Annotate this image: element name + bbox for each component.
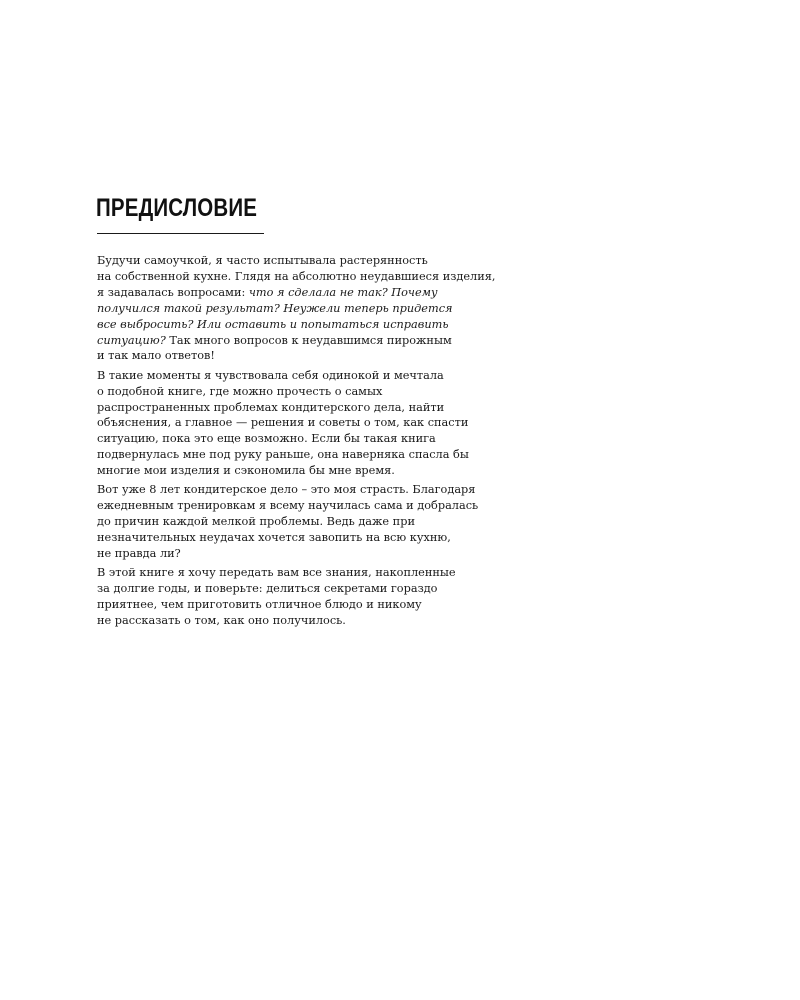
text-span: за долгие годы, и поверьте: делиться секретами гораздо [97, 582, 438, 596]
text-line [97, 447, 537, 463]
text-line [97, 565, 537, 581]
text-line [97, 463, 537, 479]
paragraph [97, 565, 537, 629]
text-span: В такие моменты я чувствовала себя одинокой и мечтала [97, 368, 444, 382]
page-title: ПРЕДИСЛОВИЕ [96, 194, 258, 222]
paragraph [97, 368, 537, 479]
text-line [97, 317, 537, 333]
text-line [97, 253, 537, 269]
text-span: подвернулась мне под руку раньше, она наверняка спасла бы [97, 448, 469, 462]
text-line [97, 530, 537, 546]
text-span: до причин каждой мелкой проблемы. Ведь даже при [97, 515, 415, 529]
text-span: Вот уже 8 лет кондитерское дело – это моя страсть. Благодаря [97, 483, 476, 497]
text-line [97, 415, 537, 431]
text-line [97, 431, 537, 447]
text-line [97, 400, 537, 416]
text-line [97, 269, 537, 285]
text-line [97, 348, 537, 364]
text-span: не правда ли? [97, 547, 181, 561]
text-line [97, 301, 537, 317]
text-line [97, 597, 537, 613]
text-line [97, 368, 537, 384]
paragraph [97, 482, 537, 562]
text-span: многие мои изделия и сэкономила бы мне время. [97, 464, 395, 478]
text-span: В этой книге я хочу передать вам все знания, накопленные [97, 566, 456, 580]
text-span: ежедневным тренировкам я всему научилась сама и добралась [97, 499, 479, 513]
text-span: на собственной кухне. Глядя на абсолютно неудавшиеся изделия, [97, 269, 496, 283]
text-line [97, 333, 537, 349]
paragraph [97, 253, 537, 364]
text-line [97, 498, 537, 514]
text-span: незначительных неудачах хочется завопить на всю кухню, [97, 531, 451, 545]
italic-text: ситуацию? [97, 333, 166, 347]
text-span: не рассказать о том, как оно получилось. [97, 614, 346, 628]
italic-text: получился такой результат? Неужели теперь придется [97, 301, 453, 315]
text-span: о подобной книге, где можно прочесть о самых [97, 384, 383, 398]
text-span: ситуацию, пока это еще возможно. Если бы такая книга [97, 432, 436, 446]
text-line [97, 384, 537, 400]
text-line [97, 613, 537, 629]
text-span: и так мало ответов! [97, 349, 215, 363]
text-line [97, 482, 537, 498]
text-line [97, 285, 537, 301]
preface-text [97, 253, 537, 632]
text-span: объяснения, а главное — решения и советы о том, как спасти [97, 416, 469, 430]
title-underline [97, 233, 264, 234]
text-span: Так много вопросов к неудавшимся пирожным [165, 333, 452, 347]
text-line [97, 581, 537, 597]
italic-text: что я сделала не так? Почему [248, 285, 438, 299]
text-line [97, 514, 537, 530]
text-span: Будучи самоучкой, я часто испытывала растерянность [97, 254, 428, 267]
text-span: приятнее, чем приготовить отличное блюдо и никому [97, 598, 422, 612]
text-line [97, 546, 537, 562]
italic-text: все выбросить? Или оставить и попытаться исправить [97, 317, 449, 331]
text-span: распространенных проблемах кондитерского дела, найти [97, 400, 445, 414]
text-span: я задавалась вопросами: [97, 285, 249, 299]
